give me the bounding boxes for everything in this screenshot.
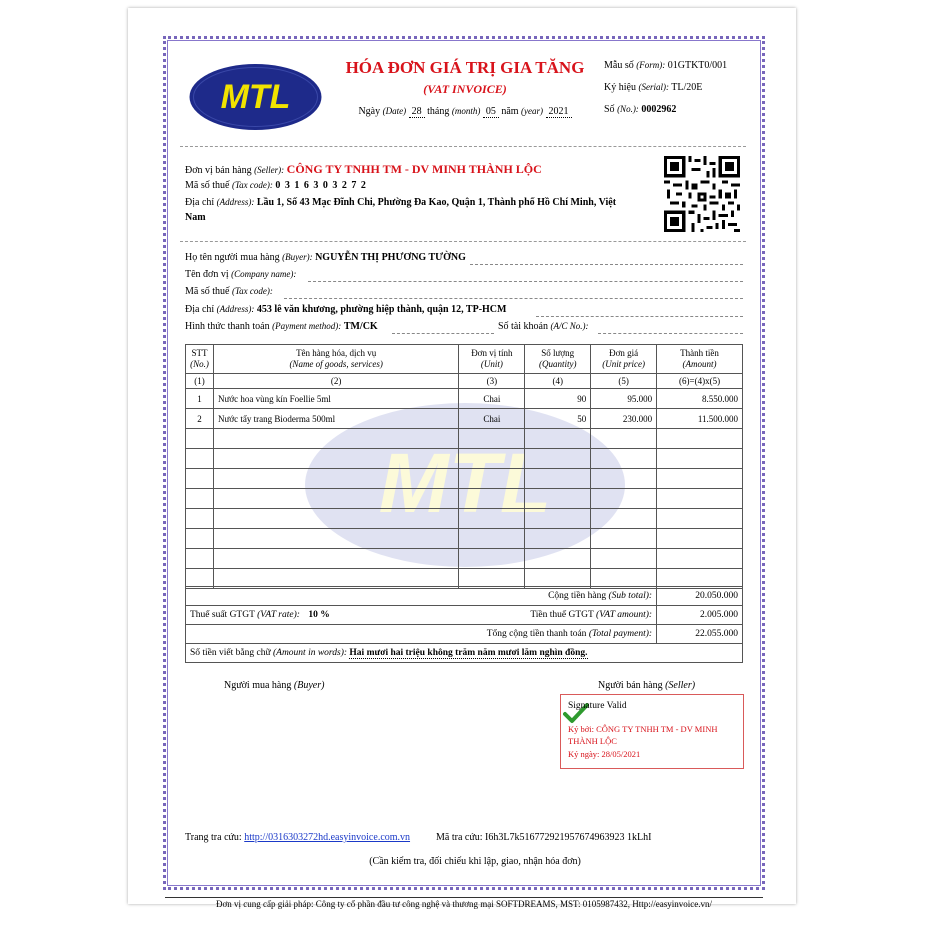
date-day: 28 [409,106,425,118]
year-word: năm [501,106,519,117]
empty-cell [657,549,743,569]
seller-tax-sub: (Tax code): [231,180,273,190]
number-value: 0002962 [641,104,677,115]
seller-tax-label: Mã số thuế [185,180,230,191]
seller-name-label: Đơn vị bán hàng [185,165,252,176]
lookup-site-label: Trang tra cứu: [185,832,242,843]
empty-cell [525,489,591,509]
column-header: STT (No.) [186,345,214,374]
number-label: Số [604,104,615,115]
footer-divider [165,897,763,898]
empty-cell [213,469,458,489]
total-sub: (Total payment): [588,629,653,639]
empty-cell [213,549,458,569]
cell-amount: 8.550.000 [657,389,743,409]
empty-cell [525,449,591,469]
column-header: Số lượng (Quantity) [525,345,591,374]
date-label: (Date) [382,106,407,116]
cell-price: 230.000 [591,409,657,429]
form-line [604,60,727,71]
empty-table-row [186,449,743,469]
form-label: Mẫu số [604,60,634,71]
divider [180,146,746,147]
buyer-company-label: Tên đơn vị [185,269,229,280]
empty-table-row [186,509,743,529]
empty-table-row [186,469,743,489]
lookup-site-line [185,832,410,843]
cell-amount: 11.500.000 [657,409,743,429]
seller-address-value: Lầu 1, Số 43 Mạc Đĩnh Chi, Phường Đa Kao, Quận 1, Thành phố Hồ Chí Minh, Việt [256,197,617,208]
empty-cell [657,429,743,449]
empty-cell [525,469,591,489]
empty-cell [657,489,743,509]
words-sub: (Amount in words): [272,648,348,658]
vat-rate-label: Thuế suất GTGT [190,610,255,620]
logo-text: MTL [220,78,291,116]
totals-table [185,586,743,663]
empty-cell [186,449,214,469]
dotted-fill [284,298,743,299]
qr-code [664,156,740,232]
date-year: 2021 [546,106,572,118]
date-prefix: Ngày [358,106,381,117]
buyer-payment-sub: (Payment method): [272,321,342,331]
empty-cell [186,549,214,569]
empty-cell [459,549,525,569]
empty-cell [525,509,591,529]
divider [180,241,746,242]
empty-cell [525,429,591,449]
cell-name: Nước tẩy trang Bioderma 500ml [213,409,458,429]
vat-rate-value: 10 % [308,610,330,620]
empty-cell [213,489,458,509]
buyer-account-sub: (A/C No.): [550,321,589,331]
empty-cell [213,509,458,529]
lookup-code-line [436,832,651,843]
empty-cell [591,429,657,449]
vat-amount-label: Tiền thuế GTGT [530,610,594,620]
subtotal-sub: (Sub total): [608,591,653,601]
buyer-name-line [185,252,466,263]
column-header: Thành tiền (Amount) [657,345,743,374]
empty-cell [459,529,525,549]
buyer-address-label: Địa chỉ [185,304,215,315]
subtotal-value: 20.050.000 [657,587,743,606]
lookup-note: (Cần kiểm tra, đối chiếu khi lập, giao, nhận hóa đơn) [369,856,581,867]
words-label: Số tiền viết bằng chữ [190,648,271,658]
empty-cell [459,469,525,489]
seller-tax-line [185,180,367,191]
seller-name-line [185,162,542,177]
dotted-fill [308,281,743,282]
items-table [185,344,743,589]
buyer-company-line [185,269,296,280]
seller-address-label: Địa chỉ [185,197,215,208]
cell-qty: 50 [525,409,591,429]
empty-cell [213,529,458,549]
buyer-name-sub: (Buyer): [282,252,313,262]
total-row [186,625,743,644]
seller-tax-value: 0 3 1 6 3 0 3 2 7 2 [275,180,367,191]
empty-cell [657,469,743,489]
empty-table-row [186,489,743,509]
buyer-name-label: Họ tên người mua hàng [185,252,280,263]
dotted-fill [470,264,743,265]
table-header-row [186,345,743,374]
empty-cell [213,449,458,469]
vat-amount-sub: (VAT amount): [596,610,653,620]
seller-name-sub: (Seller): [254,165,285,175]
signed-date: Ký ngày: 28/05/2021 [568,749,641,759]
serial-line [604,82,702,93]
dotted-fill [598,333,743,334]
buyer-address-sub: (Address): [216,304,255,314]
lookup-code-value: I6h3L7k516772921957674963923 1kLhI [485,832,652,843]
lookup-code-label: Mã tra cứu: [436,832,483,843]
form-value: 01GTKT0/001 [667,60,728,71]
empty-cell [525,549,591,569]
buyer-payment-label: Hình thức thanh toán [185,321,270,332]
year-label: (year) [521,106,544,116]
vat-rate-sub: (VAT rate): [257,610,300,620]
buyer-tax-label: Mã số thuế [185,286,230,297]
subtotal-row [186,587,743,606]
buyer-name-value: NGUYỄN THỊ PHƯƠNG TƯỜNG [315,252,466,263]
number-line [604,104,676,115]
empty-cell [657,529,743,549]
cell-unit: Chai [459,389,525,409]
table-row [186,409,743,429]
buyer-tax-sub: (Tax code): [231,286,273,296]
buyer-tax-line [185,286,273,297]
buyer-payment-value: TM/CK [343,321,378,332]
empty-cell [186,509,214,529]
buyer-address-value: 453 lê văn khương, phường hiệp thành, quận 12, TP-HCM [256,304,507,315]
serial-value: TL/20E [671,82,703,93]
seller-address-line2: Nam [185,212,206,223]
empty-cell [459,509,525,529]
seller-signature-label: Người bán hàng (Seller) [598,680,696,691]
dotted-fill [536,316,743,317]
invoice-title: HÓA ĐƠN GIÁ TRỊ GIA TĂNG [345,58,585,77]
empty-table-row [186,549,743,569]
cell-name: Nước hoa vùng kín Foellie 5ml [213,389,458,409]
seller-name-value: CÔNG TY TNHH TM - DV MINH THÀNH LỘC [286,162,542,176]
empty-cell [591,549,657,569]
vat-amount-value: 2.005.000 [657,606,743,625]
empty-cell [591,529,657,549]
date-month: 05 [483,106,499,118]
dotted-fill [392,333,494,334]
invoice-subtitle: (VAT INVOICE) [423,82,507,96]
total-label: Tổng cộng tiền thanh toán [486,629,587,639]
buyer-company-sub: (Company name): [231,269,297,279]
empty-cell [657,509,743,529]
empty-cell [459,429,525,449]
empty-cell [459,449,525,469]
numbering-row: (1) (2) (3) (4) (5) (6)=(4)x(5) [186,374,743,389]
cell-price: 95.000 [591,389,657,409]
lookup-site-link[interactable]: http://0316303272hd.easyinvoice.com.vn [244,832,411,843]
empty-table-row [186,429,743,449]
provider-footer: Đơn vị cung cấp giải pháp: Công ty cổ phần đầu tư công nghệ và thương mại SOFTDREAMS, MST: 0105987432, Http://easyinvoice.vn/ [215,899,713,909]
column-header: Đơn vị tính (Unit) [459,345,525,374]
watermark-text: MTL [378,436,552,530]
empty-table-row [186,529,743,549]
buyer-signature-label: Người mua hàng (Buyer) [224,680,325,691]
serial-label: Ký hiệu [604,82,636,93]
cell-qty: 90 [525,389,591,409]
number-sub: (No.): [617,104,639,114]
buyer-account-line [498,321,589,332]
cell-no: 2 [186,409,214,429]
empty-cell [186,469,214,489]
signed-by-line1: Ký bởi: CÔNG TY TNHH TM - DV MINH [568,724,718,734]
words-value: Hai mươi hai triệu không trăm năm mươi lăm nghìn đồng. [349,648,588,658]
cell-no: 1 [186,389,214,409]
empty-cell [657,449,743,469]
empty-cell [186,529,214,549]
month-label: (month) [451,106,481,116]
empty-cell [459,489,525,509]
empty-cell [525,529,591,549]
column-header: Tên hàng hóa, dịch vụ (Name of goods, services) [213,345,458,374]
cell-unit: Chai [459,409,525,429]
vat-row [186,606,743,625]
form-sub: (Form): [636,60,666,70]
table-row [186,389,743,409]
column-header: Đơn giá (Unit price) [591,345,657,374]
subtotal-label: Cộng tiền hàng [548,591,607,601]
serial-sub: (Serial): [638,82,669,92]
buyer-payment-line [185,321,378,332]
buyer-address-line [185,304,506,315]
empty-cell [591,509,657,529]
buyer-account-label: Số tài khoản [498,321,548,332]
empty-cell [213,429,458,449]
empty-cell [591,469,657,489]
empty-cell [591,489,657,509]
invoice-date [330,106,600,117]
seller-address-sub: (Address): [216,197,255,207]
signature-valid-text: Signature Valid [568,701,627,711]
seller-address-line [185,197,616,208]
empty-cell [186,489,214,509]
month-word: tháng [427,106,450,117]
signed-by-line2: THÀNH LỘC [568,736,617,746]
total-value: 22.055.000 [657,625,743,644]
empty-cell [591,449,657,469]
digital-signature-box [560,694,744,769]
mtl-logo [188,63,323,131]
words-row [186,644,743,663]
empty-cell [186,429,214,449]
